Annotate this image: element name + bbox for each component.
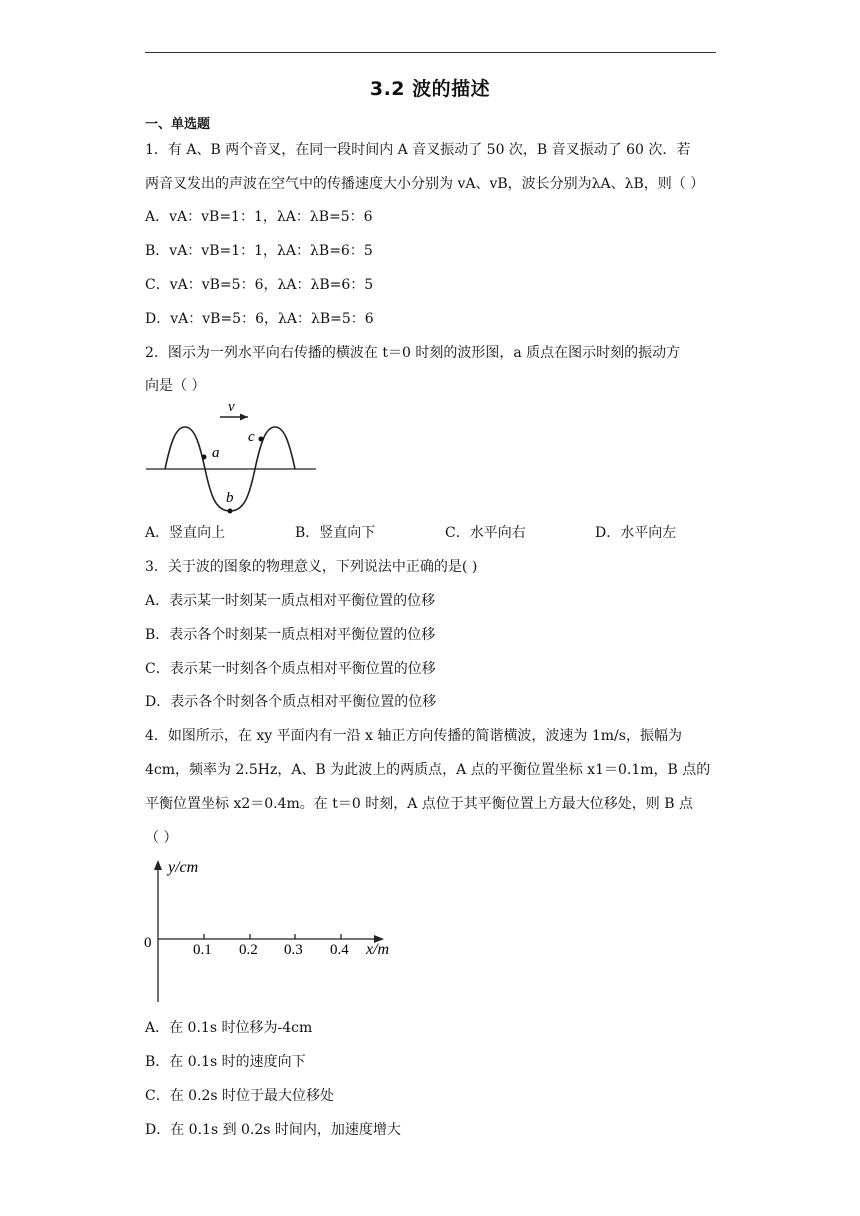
q3-option-d: D．表示各个时刻各个质点相对平衡位置的位移 bbox=[145, 694, 437, 710]
q2-option-d: D．水平向左 bbox=[595, 525, 677, 541]
q2-option-c: C．水平向右 bbox=[445, 525, 526, 541]
q3-option-c: C．表示某一时刻各个质点相对平衡位置的位移 bbox=[145, 661, 436, 677]
q4-y-axis-arrowhead bbox=[154, 860, 162, 870]
q2-label-a: a bbox=[212, 445, 220, 461]
q2-option-a: A．竖直向上 bbox=[145, 525, 226, 541]
q3-stem: 3．关于波的图象的物理意义，下列说法中正确的是( ) bbox=[145, 559, 478, 575]
q4-tick-label-4: 0.4 bbox=[330, 942, 349, 958]
q3-option-a: A．表示某一时刻某一质点相对平衡位置的位移 bbox=[145, 593, 436, 609]
q2-velocity-arrowhead bbox=[240, 414, 248, 421]
q4-option-b: B．在 0.1s 时的速度向下 bbox=[145, 1054, 306, 1070]
q1-stem-line2: 两音叉发出的声波在空气中的传播速度大小分别为 vA、vB，波长分别为λA、λB，则（ ） bbox=[145, 176, 705, 192]
section-heading: 一、单选题 bbox=[145, 117, 211, 132]
q2-point-b bbox=[228, 509, 233, 514]
q2-velocity-label: v bbox=[228, 399, 235, 415]
q2-point-c bbox=[259, 437, 264, 442]
q2-option-b: B．竖直向下 bbox=[295, 525, 376, 541]
q2-label-c: c bbox=[248, 429, 255, 445]
q4-stem-line1: 4．如图所示，在 xy 平面内有一沿 x 轴正方向传播的简谐横波，波速为 1m/s，振幅为 bbox=[145, 728, 682, 744]
q3-option-b: B．表示各个时刻某一质点相对平衡位置的位移 bbox=[145, 627, 436, 643]
q1-option-c: C．vA：vB=5：6，λA：λB=6：5 bbox=[145, 277, 374, 293]
q1-option-a: A．vA：vB=1：1，λA：λB=5：6 bbox=[145, 209, 373, 225]
q4-option-d: D．在 0.1s 到 0.2s 时间内，加速度增大 bbox=[145, 1122, 401, 1138]
q4-tick-label-3: 0.3 bbox=[284, 942, 303, 958]
q2-point-a bbox=[202, 455, 207, 460]
q4-x-label: x/m bbox=[366, 941, 390, 958]
q4-stem-line4: （ ） bbox=[145, 830, 178, 846]
page-title: 3.2 波的描述 bbox=[369, 78, 491, 100]
q4-y-label: y/cm bbox=[168, 859, 199, 876]
q4-axes-figure bbox=[138, 852, 408, 1012]
q4-tick-label-2: 0.2 bbox=[239, 942, 258, 958]
q4-stem-line3: 平衡位置坐标 x2＝0.4m。在 t＝0 时刻，A 点位于其平衡位置上方最大位移处，则 B 点 bbox=[145, 796, 693, 812]
q4-origin-label: 0 bbox=[144, 935, 152, 951]
q2-stem-line2: 向是（ ） bbox=[145, 378, 206, 394]
q2-wave-figure bbox=[140, 396, 325, 521]
q4-stem-line2: 4cm，频率为 2.5Hz，A、B 为此波上的两质点，A 点的平衡位置坐标 x1＝0.1m，B 点的 bbox=[145, 762, 711, 778]
q1-option-d: D．vA：vB=5：6，λA：λB=5：6 bbox=[145, 311, 374, 327]
q4-option-a: A．在 0.1s 时位移为-4cm bbox=[145, 1020, 313, 1036]
q4-tick-label-1: 0.1 bbox=[193, 942, 212, 958]
header-rule bbox=[145, 52, 716, 53]
q4-option-c: C．在 0.2s 时位于最大位移处 bbox=[145, 1088, 335, 1104]
q2-stem-line1: 2．图示为一列水平向右传播的横波在 t＝0 时刻的波形图，a 质点在图示时刻的振动方 bbox=[145, 345, 681, 361]
q2-label-b: b bbox=[226, 490, 234, 506]
q1-option-b: B．vA：vB=1：1，λA：λB=6：5 bbox=[145, 243, 373, 259]
q1-stem-line1: 1．有 A、B 两个音叉，在同一段时间内 A 音叉振动了 50 次，B 音叉振动了 60 次．若 bbox=[145, 142, 691, 158]
